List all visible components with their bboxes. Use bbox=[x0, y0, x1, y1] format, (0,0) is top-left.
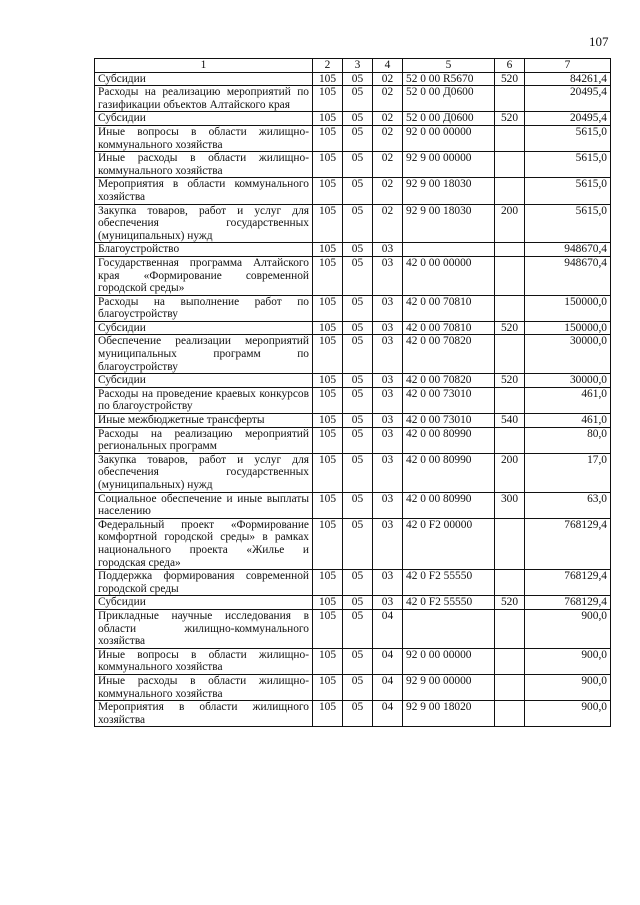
subsection-code-cell: 03 bbox=[373, 414, 403, 428]
row-name-cell: Закупка товаров, работ и услуг для обеспечения государственных (муниципальных) нужд bbox=[95, 453, 313, 492]
section-code-cell: 105 bbox=[313, 295, 343, 321]
subsection-cell: 05 bbox=[343, 518, 373, 569]
target-article-cell: 92 0 00 00000 bbox=[403, 648, 495, 674]
subsection-cell: 05 bbox=[343, 243, 373, 257]
table-row bbox=[95, 570, 611, 596]
header-cell-3: 3 bbox=[343, 59, 373, 73]
amount-cell: 461,0 bbox=[525, 414, 611, 428]
amount-cell: 768129,4 bbox=[525, 596, 611, 610]
expense-type-cell bbox=[495, 335, 525, 374]
target-article-cell: 92 9 00 18030 bbox=[403, 204, 495, 243]
expense-type-cell bbox=[495, 609, 525, 648]
subsection-code-cell: 03 bbox=[373, 335, 403, 374]
expense-type-cell: 300 bbox=[495, 492, 525, 518]
table-row bbox=[95, 427, 611, 453]
subsection-cell: 05 bbox=[343, 112, 373, 126]
row-name-cell: Субсидии bbox=[95, 321, 313, 335]
table-row bbox=[95, 321, 611, 335]
table-row bbox=[95, 453, 611, 492]
row-name-cell: Расходы на выполнение работ по благоустройству bbox=[95, 295, 313, 321]
section-code-cell: 105 bbox=[313, 453, 343, 492]
subsection-code-cell: 04 bbox=[373, 701, 403, 727]
target-article-cell: 42 0 F2 00000 bbox=[403, 518, 495, 569]
section-code-cell: 105 bbox=[313, 256, 343, 295]
subsection-code-cell: 03 bbox=[373, 596, 403, 610]
row-name-cell: Закупка товаров, работ и услуг для обеспечения государственных (муниципальных) нужд bbox=[95, 204, 313, 243]
subsection-cell: 05 bbox=[343, 674, 373, 700]
table-row bbox=[95, 701, 611, 727]
target-article-cell: 52 0 00 Д0600 bbox=[403, 112, 495, 126]
table-row bbox=[95, 152, 611, 178]
table-row bbox=[95, 256, 611, 295]
expense-type-cell: 520 bbox=[495, 596, 525, 610]
target-article-cell: 92 9 00 00000 bbox=[403, 674, 495, 700]
amount-cell: 948670,4 bbox=[525, 243, 611, 257]
row-name-cell: Субсидии bbox=[95, 72, 313, 86]
section-code-cell: 105 bbox=[313, 374, 343, 388]
budget-table bbox=[94, 58, 611, 727]
section-code-cell: 105 bbox=[313, 112, 343, 126]
section-code-cell: 105 bbox=[313, 492, 343, 518]
table-row bbox=[95, 374, 611, 388]
section-code-cell: 105 bbox=[313, 414, 343, 428]
amount-cell: 768129,4 bbox=[525, 570, 611, 596]
target-article-cell: 42 0 00 73010 bbox=[403, 387, 495, 413]
target-article-cell: 42 0 00 00000 bbox=[403, 256, 495, 295]
amount-cell: 30000,0 bbox=[525, 374, 611, 388]
header-cell-5: 5 bbox=[403, 59, 495, 73]
expense-type-cell: 200 bbox=[495, 204, 525, 243]
page-number: 107 bbox=[589, 34, 609, 49]
expense-type-cell: 540 bbox=[495, 414, 525, 428]
table-row bbox=[95, 72, 611, 86]
subsection-cell: 05 bbox=[343, 648, 373, 674]
target-article-cell: 92 9 00 18020 bbox=[403, 701, 495, 727]
subsection-code-cell: 03 bbox=[373, 321, 403, 335]
table-row bbox=[95, 204, 611, 243]
amount-cell: 20495,4 bbox=[525, 86, 611, 112]
subsection-code-cell: 03 bbox=[373, 256, 403, 295]
row-name-cell: Иные вопросы в области жилищно-коммунального хозяйства bbox=[95, 125, 313, 151]
target-article-cell: 42 0 F2 55550 bbox=[403, 596, 495, 610]
row-name-cell: Государственная программа Алтайского края «Формирование современной городской среды» bbox=[95, 256, 313, 295]
row-name-cell: Иные вопросы в области жилищно-коммунального хозяйства bbox=[95, 648, 313, 674]
table-row bbox=[95, 178, 611, 204]
subsection-code-cell: 03 bbox=[373, 492, 403, 518]
target-article-cell: 42 0 00 80990 bbox=[403, 427, 495, 453]
row-name-cell: Обеспечение реализации мероприятий муниципальных программ по благоустройству bbox=[95, 335, 313, 374]
target-article-cell bbox=[403, 609, 495, 648]
subsection-cell: 05 bbox=[343, 596, 373, 610]
section-code-cell: 105 bbox=[313, 335, 343, 374]
section-code-cell: 105 bbox=[313, 152, 343, 178]
expense-type-cell: 520 bbox=[495, 321, 525, 335]
amount-cell: 900,0 bbox=[525, 674, 611, 700]
section-code-cell: 105 bbox=[313, 518, 343, 569]
table-row bbox=[95, 387, 611, 413]
row-name-cell: Социальное обеспечение и иные выплаты населению bbox=[95, 492, 313, 518]
table-row bbox=[95, 295, 611, 321]
subsection-cell: 05 bbox=[343, 178, 373, 204]
subsection-cell: 05 bbox=[343, 570, 373, 596]
subsection-cell: 05 bbox=[343, 125, 373, 151]
expense-type-cell: 200 bbox=[495, 453, 525, 492]
target-article-cell bbox=[403, 243, 495, 257]
subsection-cell: 05 bbox=[343, 152, 373, 178]
subsection-cell: 05 bbox=[343, 86, 373, 112]
expense-type-cell bbox=[495, 295, 525, 321]
amount-cell: 948670,4 bbox=[525, 256, 611, 295]
target-article-cell: 42 0 00 70820 bbox=[403, 335, 495, 374]
table-row bbox=[95, 112, 611, 126]
subsection-code-cell: 03 bbox=[373, 387, 403, 413]
row-name-cell: Субсидии bbox=[95, 374, 313, 388]
amount-cell: 768129,4 bbox=[525, 518, 611, 569]
section-code-cell: 105 bbox=[313, 204, 343, 243]
target-article-cell: 52 0 00 R5670 bbox=[403, 72, 495, 86]
amount-cell: 461,0 bbox=[525, 387, 611, 413]
amount-cell: 5615,0 bbox=[525, 152, 611, 178]
target-article-cell: 92 9 00 00000 bbox=[403, 152, 495, 178]
expense-type-cell bbox=[495, 152, 525, 178]
table-row bbox=[95, 609, 611, 648]
subsection-code-cell: 04 bbox=[373, 609, 403, 648]
subsection-cell: 05 bbox=[343, 335, 373, 374]
target-article-cell: 42 0 00 80990 bbox=[403, 453, 495, 492]
table-row bbox=[95, 335, 611, 374]
section-code-cell: 105 bbox=[313, 72, 343, 86]
subsection-cell: 05 bbox=[343, 414, 373, 428]
row-name-cell: Расходы на реализацию мероприятий региональных программ bbox=[95, 427, 313, 453]
amount-cell: 150000,0 bbox=[525, 295, 611, 321]
expense-type-cell bbox=[495, 427, 525, 453]
table-row bbox=[95, 648, 611, 674]
target-article-cell: 42 0 00 70810 bbox=[403, 321, 495, 335]
subsection-cell: 05 bbox=[343, 374, 373, 388]
row-name-cell: Прикладные научные исследования в области жилищно-коммунального хозяйства bbox=[95, 609, 313, 648]
row-name-cell: Иные расходы в области жилищно-коммунального хозяйства bbox=[95, 152, 313, 178]
subsection-cell: 05 bbox=[343, 204, 373, 243]
amount-cell: 5615,0 bbox=[525, 178, 611, 204]
subsection-code-cell: 03 bbox=[373, 427, 403, 453]
header-cell-2: 2 bbox=[313, 59, 343, 73]
subsection-cell: 05 bbox=[343, 72, 373, 86]
target-article-cell: 52 0 00 Д0600 bbox=[403, 86, 495, 112]
section-code-cell: 105 bbox=[313, 701, 343, 727]
table-row bbox=[95, 492, 611, 518]
section-code-cell: 105 bbox=[313, 86, 343, 112]
subsection-code-cell: 03 bbox=[373, 295, 403, 321]
subsection-cell: 05 bbox=[343, 453, 373, 492]
amount-cell: 900,0 bbox=[525, 701, 611, 727]
expense-type-cell bbox=[495, 701, 525, 727]
amount-cell: 5615,0 bbox=[525, 204, 611, 243]
amount-cell: 900,0 bbox=[525, 648, 611, 674]
amount-cell: 20495,4 bbox=[525, 112, 611, 126]
subsection-code-cell: 02 bbox=[373, 112, 403, 126]
table-row bbox=[95, 86, 611, 112]
table-row bbox=[95, 243, 611, 257]
expense-type-cell bbox=[495, 387, 525, 413]
expense-type-cell bbox=[495, 570, 525, 596]
subsection-code-cell: 02 bbox=[373, 72, 403, 86]
subsection-cell: 05 bbox=[343, 256, 373, 295]
expense-type-cell: 520 bbox=[495, 374, 525, 388]
header-row bbox=[95, 59, 611, 73]
target-article-cell: 92 9 00 18030 bbox=[403, 178, 495, 204]
table-row bbox=[95, 125, 611, 151]
section-code-cell: 105 bbox=[313, 387, 343, 413]
section-code-cell: 105 bbox=[313, 674, 343, 700]
subsection-code-cell: 03 bbox=[373, 518, 403, 569]
row-name-cell: Мероприятия в области жилищного хозяйства bbox=[95, 701, 313, 727]
row-name-cell: Благоустройство bbox=[95, 243, 313, 257]
subsection-code-cell: 02 bbox=[373, 125, 403, 151]
row-name-cell: Иные расходы в области жилищно-коммунального хозяйства bbox=[95, 674, 313, 700]
amount-cell: 17,0 bbox=[525, 453, 611, 492]
row-name-cell: Федеральный проект «Формирование комфортной городской среды» в рамках национального проекта «Жилье и городская среда» bbox=[95, 518, 313, 569]
target-article-cell: 42 0 00 70820 bbox=[403, 374, 495, 388]
amount-cell: 5615,0 bbox=[525, 125, 611, 151]
row-name-cell: Субсидии bbox=[95, 596, 313, 610]
header-cell-7: 7 bbox=[525, 59, 611, 73]
section-code-cell: 105 bbox=[313, 243, 343, 257]
header-cell-6: 6 bbox=[495, 59, 525, 73]
target-article-cell: 42 0 00 80990 bbox=[403, 492, 495, 518]
expense-type-cell bbox=[495, 256, 525, 295]
section-code-cell: 105 bbox=[313, 427, 343, 453]
expense-type-cell: 520 bbox=[495, 72, 525, 86]
subsection-code-cell: 03 bbox=[373, 243, 403, 257]
subsection-cell: 05 bbox=[343, 295, 373, 321]
expense-type-cell: 520 bbox=[495, 112, 525, 126]
row-name-cell: Расходы на реализацию мероприятий по газификации объектов Алтайского края bbox=[95, 86, 313, 112]
section-code-cell: 105 bbox=[313, 596, 343, 610]
target-article-cell: 92 0 00 00000 bbox=[403, 125, 495, 151]
row-name-cell: Мероприятия в области коммунального хозяйства bbox=[95, 178, 313, 204]
row-name-cell: Иные межбюджетные трансферты bbox=[95, 414, 313, 428]
amount-cell: 150000,0 bbox=[525, 321, 611, 335]
header-cell-4: 4 bbox=[373, 59, 403, 73]
expense-type-cell bbox=[495, 648, 525, 674]
target-article-cell: 42 0 F2 55550 bbox=[403, 570, 495, 596]
subsection-cell: 05 bbox=[343, 609, 373, 648]
amount-cell: 900,0 bbox=[525, 609, 611, 648]
amount-cell: 63,0 bbox=[525, 492, 611, 518]
section-code-cell: 105 bbox=[313, 609, 343, 648]
subsection-cell: 05 bbox=[343, 387, 373, 413]
header-cell-1: 1 bbox=[95, 59, 313, 73]
table-row bbox=[95, 596, 611, 610]
subsection-cell: 05 bbox=[343, 427, 373, 453]
row-name-cell: Расходы на проведение краевых конкурсов по благоустройству bbox=[95, 387, 313, 413]
subsection-code-cell: 02 bbox=[373, 86, 403, 112]
subsection-cell: 05 bbox=[343, 701, 373, 727]
subsection-code-cell: 03 bbox=[373, 570, 403, 596]
amount-cell: 80,0 bbox=[525, 427, 611, 453]
subsection-code-cell: 04 bbox=[373, 674, 403, 700]
amount-cell: 84261,4 bbox=[525, 72, 611, 86]
table-row bbox=[95, 414, 611, 428]
expense-type-cell bbox=[495, 243, 525, 257]
subsection-cell: 05 bbox=[343, 492, 373, 518]
row-name-cell: Поддержка формирования современной городской среды bbox=[95, 570, 313, 596]
section-code-cell: 105 bbox=[313, 125, 343, 151]
subsection-code-cell: 02 bbox=[373, 152, 403, 178]
section-code-cell: 105 bbox=[313, 570, 343, 596]
subsection-code-cell: 03 bbox=[373, 374, 403, 388]
subsection-code-cell: 04 bbox=[373, 648, 403, 674]
subsection-code-cell: 03 bbox=[373, 453, 403, 492]
target-article-cell: 42 0 00 73010 bbox=[403, 414, 495, 428]
row-name-cell: Субсидии bbox=[95, 112, 313, 126]
expense-type-cell bbox=[495, 125, 525, 151]
section-code-cell: 105 bbox=[313, 321, 343, 335]
table-row bbox=[95, 518, 611, 569]
subsection-code-cell: 02 bbox=[373, 204, 403, 243]
subsection-cell: 05 bbox=[343, 321, 373, 335]
table-row bbox=[95, 674, 611, 700]
expense-type-cell bbox=[495, 518, 525, 569]
amount-cell: 30000,0 bbox=[525, 335, 611, 374]
subsection-code-cell: 02 bbox=[373, 178, 403, 204]
expense-type-cell bbox=[495, 674, 525, 700]
expense-type-cell bbox=[495, 178, 525, 204]
section-code-cell: 105 bbox=[313, 648, 343, 674]
target-article-cell: 42 0 00 70810 bbox=[403, 295, 495, 321]
expense-type-cell bbox=[495, 86, 525, 112]
section-code-cell: 105 bbox=[313, 178, 343, 204]
